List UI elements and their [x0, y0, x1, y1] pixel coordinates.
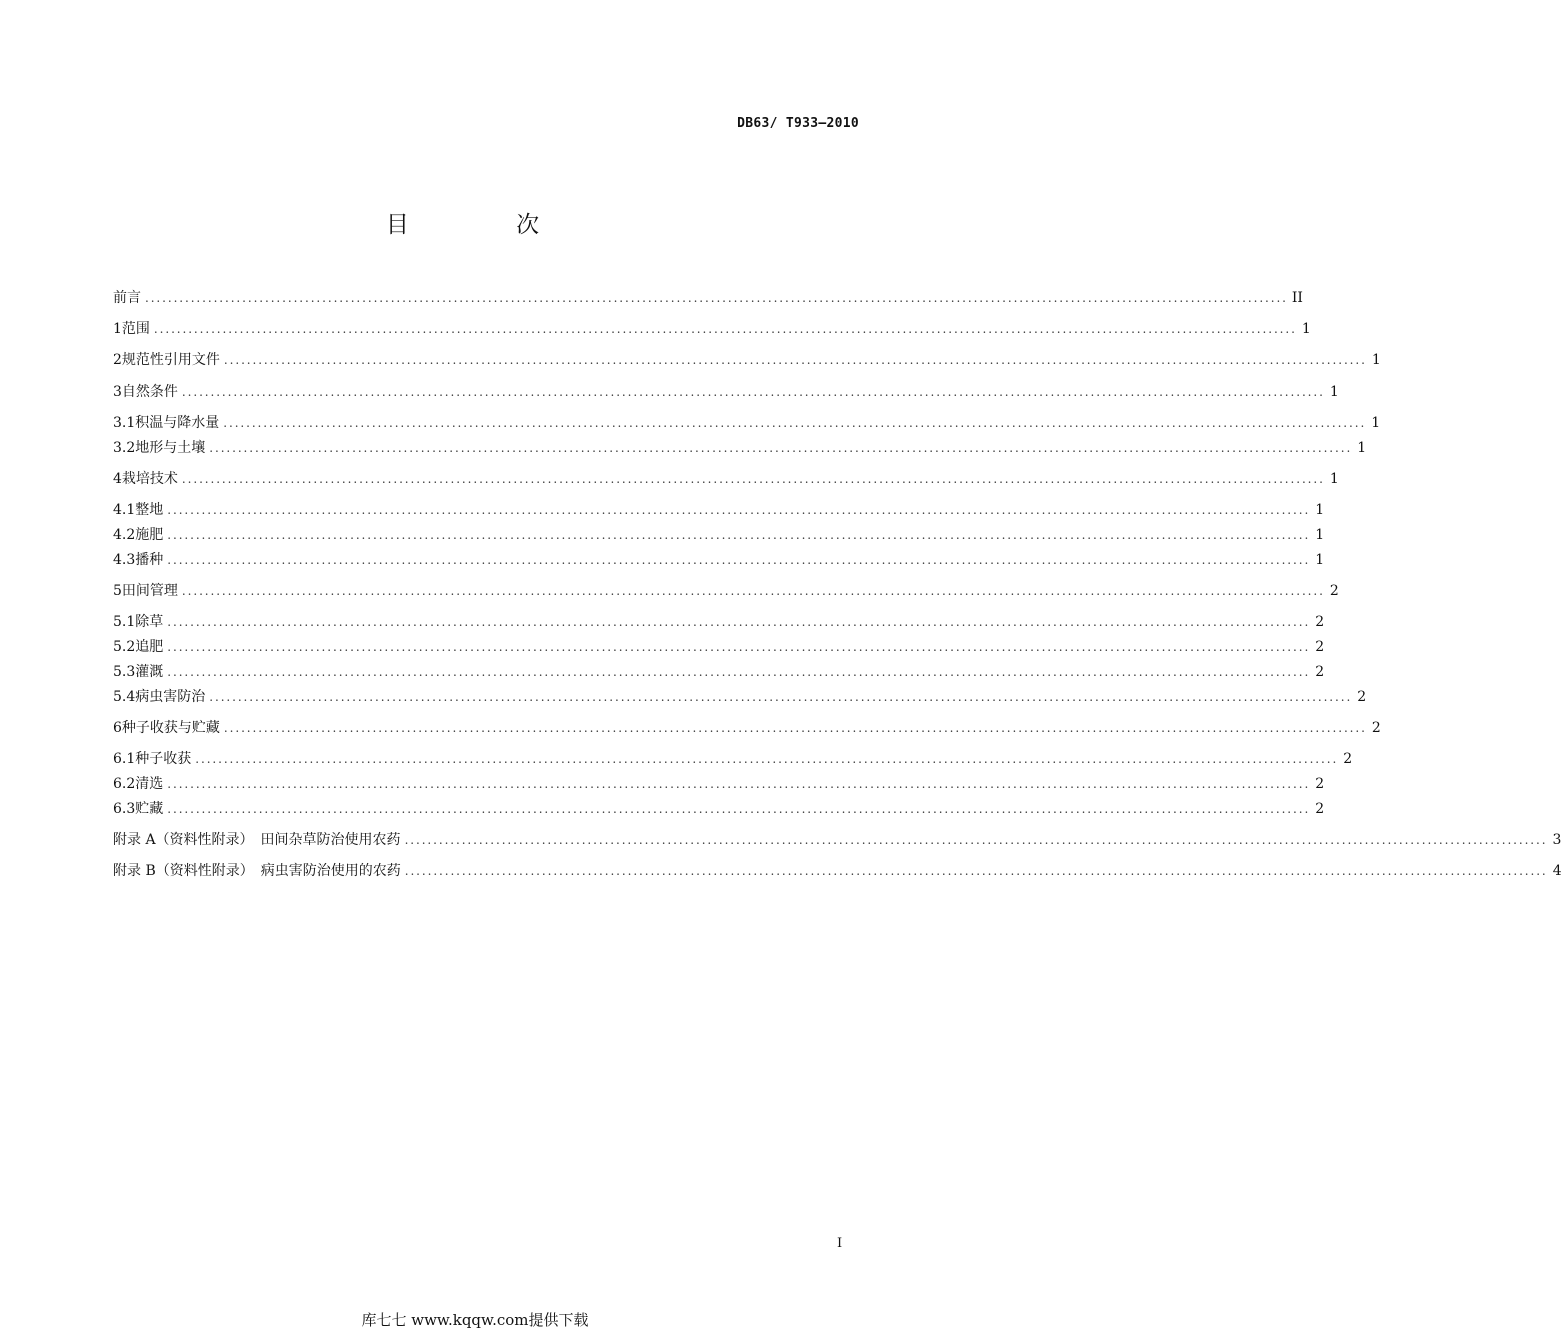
- toc-entry-page: 2: [1357, 689, 1367, 705]
- toc-entry[interactable]: [113, 525, 1325, 545]
- toc-entry-page: 1: [1315, 527, 1325, 543]
- toc-entry-number: 5.1: [113, 614, 136, 630]
- toc-entry[interactable]: [113, 687, 1367, 707]
- dot-leader: ........................................................................................................................................................................................................: [181, 584, 1325, 598]
- toc-entry-label: 清选: [135, 776, 164, 792]
- toc-entry-number: 3.2: [113, 440, 136, 456]
- dot-leader: ........................................................................................................................................................................................................: [167, 665, 1311, 679]
- toc-entry-number: 1: [113, 321, 122, 337]
- toc-entry-label: 自然条件: [121, 384, 178, 400]
- toc-entry-page: 1: [1301, 321, 1311, 337]
- toc-entry-number: 4.2: [113, 527, 136, 543]
- toc-entry-number: 4.1: [113, 502, 136, 518]
- toc-entry-number: 3: [113, 384, 122, 400]
- dot-leader: ........................................................................................................................................................................................................: [153, 322, 1297, 336]
- toc-entry-label: 施肥: [135, 527, 164, 543]
- toc-entry-label: 田间管理: [121, 583, 178, 599]
- toc-entry[interactable]: [113, 718, 1381, 738]
- dot-leader: ........................................................................................................................................................................................................: [404, 864, 1548, 878]
- toc-entry[interactable]: [113, 382, 1339, 402]
- toc-entry[interactable]: [113, 438, 1367, 458]
- toc-entry-page: 1: [1371, 352, 1381, 368]
- footer-text: 库七七 www.kqqw.com提供下载: [361, 1311, 589, 1329]
- dot-leader: ........................................................................................................................................................................................................: [404, 833, 1548, 847]
- toc-entry-label: 前言: [113, 290, 141, 306]
- dot-leader: ........................................................................................................................................................................................................: [209, 690, 1353, 704]
- toc-entry-page: 3: [1552, 832, 1562, 848]
- toc-entry-label: 种子收获与贮藏: [121, 720, 220, 736]
- toc-entry-page: 1: [1357, 440, 1367, 456]
- toc-title: 目 次: [385, 212, 590, 238]
- toc-entry-page: 1: [1329, 471, 1339, 487]
- toc-entry[interactable]: [113, 637, 1325, 657]
- toc-entry-number: 6.2: [113, 776, 136, 792]
- toc-entry-number: 5.3: [113, 664, 136, 680]
- toc-entry-page: 2: [1329, 583, 1339, 599]
- toc-entry-number: 6.1: [113, 751, 136, 767]
- dot-leader: ........................................................................................................................................................................................................: [181, 385, 1325, 399]
- toc-entry[interactable]: [113, 861, 1562, 881]
- toc-entry[interactable]: [113, 413, 1381, 433]
- dot-leader: ........................................................................................................................................................................................................: [195, 752, 1339, 766]
- toc-entry[interactable]: [113, 319, 1311, 339]
- toc-entry-page: II: [1291, 290, 1303, 306]
- dot-leader: ........................................................................................................................................................................................................: [167, 777, 1311, 791]
- toc-entry-label: 附录 B（资料性附录） 病虫害防治使用的农药: [113, 863, 401, 879]
- toc-entry-page: 2: [1343, 751, 1353, 767]
- dot-leader: ........................................................................................................................................................................................................: [181, 472, 1325, 486]
- toc-entry-page: 2: [1315, 776, 1325, 792]
- toc-entry-page: 2: [1371, 720, 1381, 736]
- toc-entry-number: 4: [113, 471, 122, 487]
- toc-entry-page: 2: [1315, 639, 1325, 655]
- dot-leader: ........................................................................................................................................................................................................: [209, 441, 1353, 455]
- toc-entry[interactable]: [113, 581, 1339, 601]
- toc-entry-number: 5.4: [113, 689, 136, 705]
- toc-entry-number: 5.2: [113, 639, 136, 655]
- toc-entry-label: 追肥: [135, 639, 164, 655]
- dot-leader: ........................................................................................................................................................................................................: [223, 416, 1367, 430]
- dot-leader: ........................................................................................................................................................................................................: [167, 528, 1311, 542]
- toc-entry[interactable]: [113, 288, 1303, 308]
- toc-entry-label: 整地: [135, 502, 164, 518]
- page-number: I: [837, 1236, 843, 1251]
- toc-entry[interactable]: [113, 469, 1339, 489]
- toc-entry-page: 2: [1315, 664, 1325, 680]
- document-code: DB63/ T933—2010: [737, 116, 859, 131]
- toc-entry-number: 4.3: [113, 552, 136, 568]
- toc-entry-page: 1: [1315, 552, 1325, 568]
- toc-entry-label: 贮藏: [135, 801, 164, 817]
- dot-leader: ........................................................................................................................................................................................................: [145, 291, 1288, 305]
- dot-leader: ........................................................................................................................................................................................................: [167, 640, 1311, 654]
- toc-entry[interactable]: [113, 612, 1325, 632]
- toc-entry-label: 除草: [135, 614, 164, 630]
- toc-entry[interactable]: [113, 830, 1562, 850]
- dot-leader: ........................................................................................................................................................................................................: [167, 503, 1311, 517]
- toc-entry-label: 种子收获: [135, 751, 192, 767]
- dot-leader: ........................................................................................................................................................................................................: [223, 353, 1367, 367]
- toc-entry-label: 积温与降水量: [135, 415, 220, 431]
- toc-entry-number: 5: [113, 583, 122, 599]
- toc-entry-label: 地形与土壤: [135, 440, 206, 456]
- toc-entry-label: 栽培技术: [121, 471, 178, 487]
- toc-entry-label: 播种: [135, 552, 164, 568]
- dot-leader: ........................................................................................................................................................................................................: [167, 553, 1311, 567]
- toc-entry-label: 附录 A（资料性附录） 田间杂草防治使用农药: [113, 832, 401, 848]
- toc-entry-page: 1: [1315, 502, 1325, 518]
- dot-leader: ........................................................................................................................................................................................................: [223, 721, 1367, 735]
- toc-entry-page: 2: [1315, 614, 1325, 630]
- toc-entry[interactable]: [113, 550, 1325, 570]
- dot-leader: ........................................................................................................................................................................................................: [167, 615, 1311, 629]
- toc-entry-number: 6.3: [113, 801, 136, 817]
- toc-entry-page: 1: [1329, 384, 1339, 400]
- toc-entry-label: 病虫害防治: [135, 689, 206, 705]
- toc-entry[interactable]: [113, 774, 1325, 794]
- toc-entry-page: 4: [1552, 863, 1562, 879]
- toc-entry-label: 规范性引用文件: [121, 352, 220, 368]
- toc-entry-number: 6: [113, 720, 122, 736]
- toc-entry[interactable]: [113, 350, 1381, 370]
- toc-entry-label: 范围: [121, 321, 150, 337]
- toc-entry-page: 2: [1315, 801, 1325, 817]
- toc-entry-page: 1: [1371, 415, 1381, 431]
- dot-leader: ........................................................................................................................................................................................................: [167, 802, 1311, 816]
- toc-entry-number: 3.1: [113, 415, 136, 431]
- toc-entry-number: 2: [113, 352, 122, 368]
- toc-entry[interactable]: [113, 662, 1325, 682]
- toc-entry[interactable]: [113, 500, 1325, 520]
- toc-entry[interactable]: [113, 799, 1325, 819]
- toc-entry-label: 灌溉: [135, 664, 164, 680]
- toc-entry[interactable]: [113, 749, 1353, 769]
